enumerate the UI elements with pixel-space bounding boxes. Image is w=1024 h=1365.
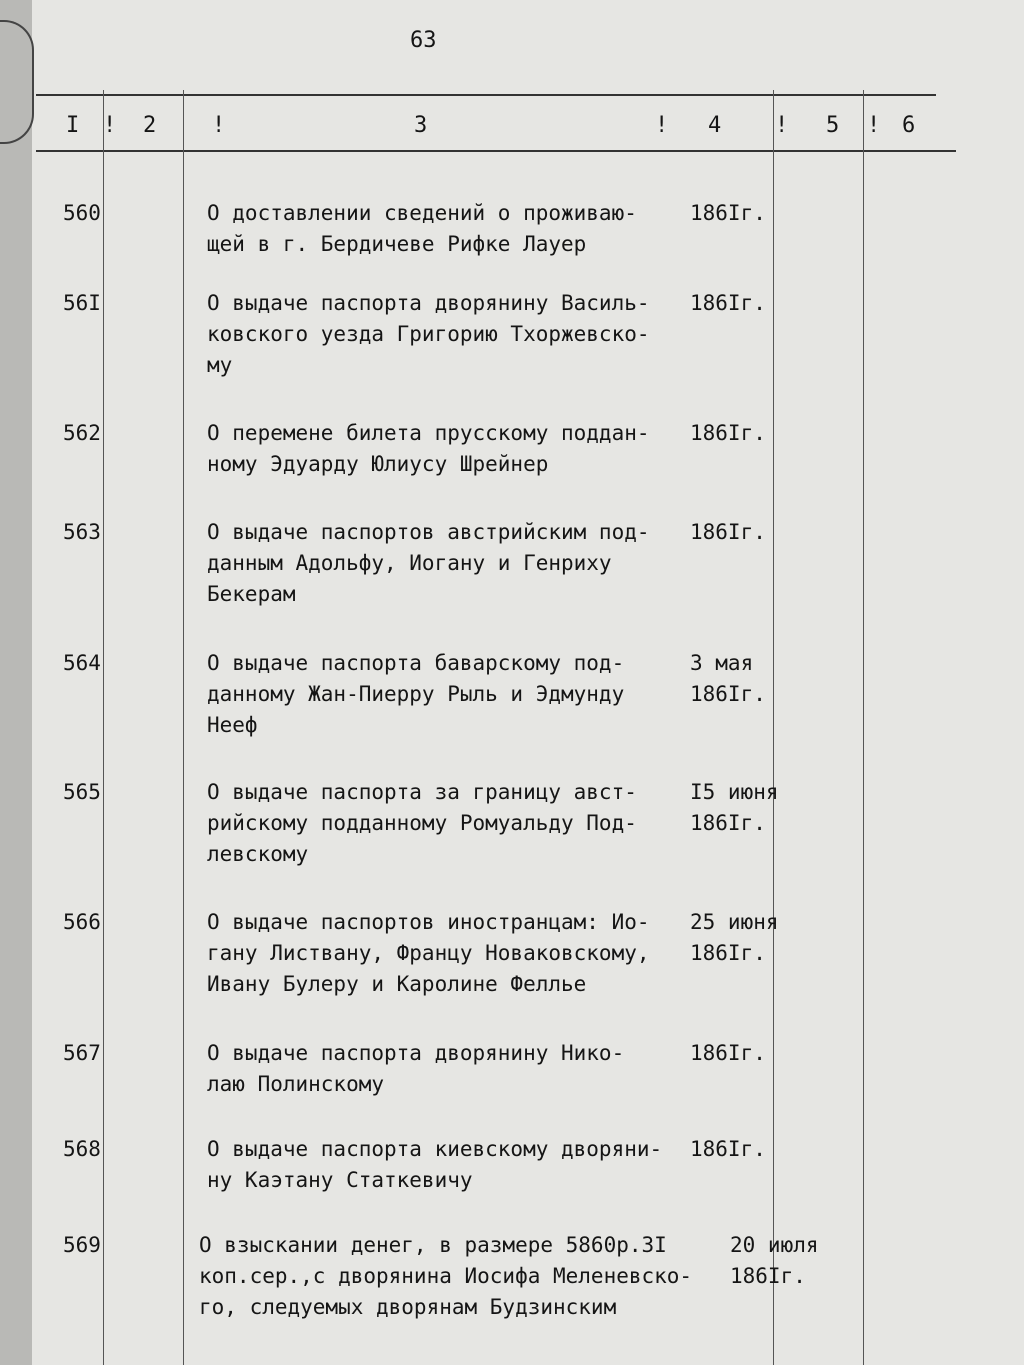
column-rule <box>183 90 184 1365</box>
column-separator: ! <box>212 113 226 138</box>
binding-edge <box>0 0 32 1365</box>
entry-number: 563 <box>63 520 101 544</box>
column-separator: ! <box>867 113 881 138</box>
column-header: 5 <box>826 113 840 138</box>
page-number: 63 <box>410 28 437 53</box>
column-header: 4 <box>708 113 722 138</box>
entry-number: 56I <box>63 291 101 315</box>
entry-number: 565 <box>63 780 101 804</box>
header-top-rule <box>36 94 936 96</box>
entry-number: 569 <box>63 1233 101 1257</box>
header-bottom-rule <box>36 150 956 152</box>
entry-description: О выдаче паспорта дворянину Нико- лаю Полинскому <box>207 1041 625 1096</box>
entry-number: 568 <box>63 1137 101 1161</box>
entry-description: О взыскании денег, в размере 5860р.3I коп.сер.,с дворянина Иосифа Меленевско- го, следуемых дворянам Будзинским <box>199 1233 693 1319</box>
entry-description: О доставлении сведений о проживаю- щей в г. Бердичеве Рифке Лауер <box>207 201 637 256</box>
column-rule <box>773 90 774 1365</box>
entry-description: О выдаче паспорта за границу авст- рийскому подданному Ромуальду Под- левскому <box>207 780 637 866</box>
entry-date: 25 июня 186Iг. <box>690 910 779 965</box>
entry-date: 186Iг. <box>690 421 766 445</box>
entry-date: 186Iг. <box>690 1137 766 1161</box>
entry-number: 562 <box>63 421 101 445</box>
column-separator: ! <box>775 113 789 138</box>
entry-description: О выдаче паспортов иностранцам: Ио- гану Листвану, Францу Новаковскому, Ивану Булеру и Каролине Феллье <box>207 910 650 996</box>
entry-number: 566 <box>63 910 101 934</box>
column-header: 6 <box>902 113 916 138</box>
entry-number: 567 <box>63 1041 101 1065</box>
entry-date: I5 июня 186Iг. <box>690 780 779 835</box>
entry-date: 186Iг. <box>690 520 766 544</box>
entry-number: 564 <box>63 651 101 675</box>
entry-description: О выдаче паспорта киевскому дворяни- ну Каэтану Статкевичу <box>207 1137 663 1192</box>
column-rule <box>103 90 104 1365</box>
column-header: 2 <box>143 113 157 138</box>
entry-date: 20 июля 186Iг. <box>730 1233 819 1288</box>
entry-description: О выдаче паспортов австрийским под- данным Адольфу, Иогану и Генриху Бекерам <box>207 520 650 606</box>
column-header: 3 <box>414 113 428 138</box>
entry-date: 3 мая 186Iг. <box>690 651 766 706</box>
entry-date: 186Iг. <box>690 1041 766 1065</box>
entry-date: 186Iг. <box>690 201 766 225</box>
entry-number: 560 <box>63 201 101 225</box>
column-rule <box>863 90 864 1365</box>
column-header: I <box>66 113 80 138</box>
column-separator: ! <box>103 113 117 138</box>
entry-description: О выдаче паспорта баварскому под- данному Жан-Пиерру Рыль и Эдмунду Нееф <box>207 651 625 737</box>
entry-description: О перемене билета прусскому поддан- ному Эдуарду Юлиусу Шрейнер <box>207 421 650 476</box>
column-separator: ! <box>655 113 669 138</box>
entry-date: 186Iг. <box>690 291 766 315</box>
entry-description: О выдаче паспорта дворянину Василь- ковского уезда Григорию Тхоржевско- му <box>207 291 650 377</box>
